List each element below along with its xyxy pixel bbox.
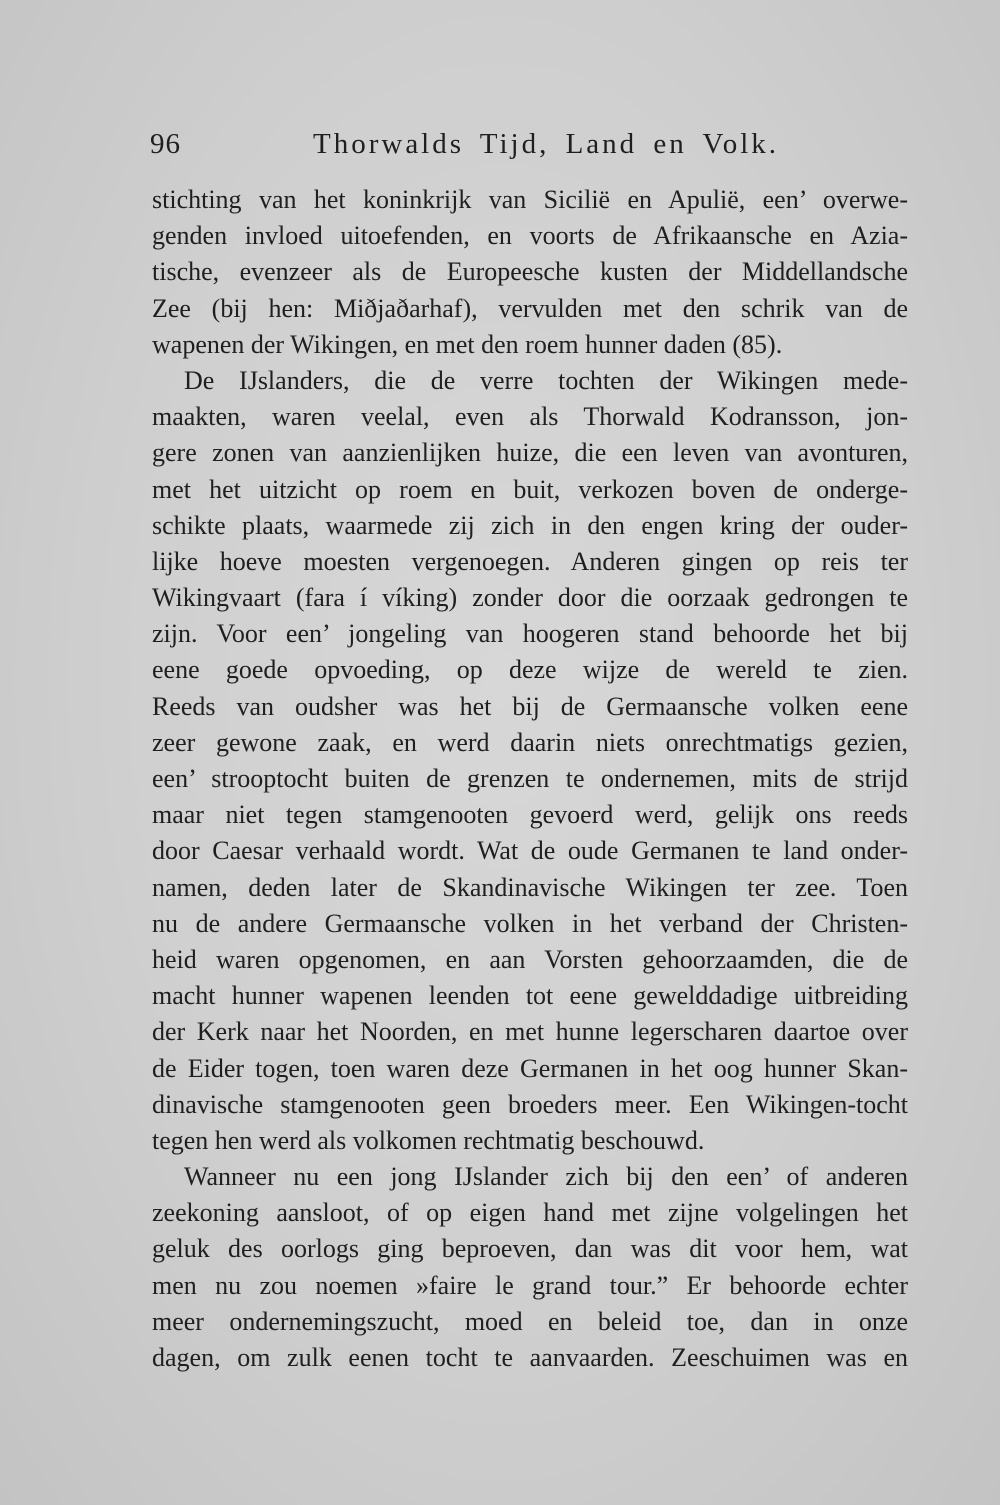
text-line: een’ strooptocht buiten de grenzen te ondernemen, mits de strijd — [152, 764, 908, 793]
text-line: namen, deden later de Skandinavische Wikingen ter zee. Toen — [152, 872, 908, 902]
text-line: Wikingvaart (fara í víking) zonder door die oorzaak gedrongen te — [152, 583, 908, 613]
running-title: Thorwalds Tijd, Land en Volk. — [313, 128, 780, 160]
text-line: door Caesar verhaald wordt. Wat de oude Germanen te land onder- — [152, 836, 908, 866]
text-line: schikte plaats, waarmede zij zich in den engen kring der ouder- — [152, 510, 908, 540]
text-line: zeer gewone zaak, en werd daarin niets onrechtmatigs gezien, — [152, 727, 908, 757]
text-line: lijke hoeve moesten vergenoegen. Anderen gingen op reis ter — [152, 546, 908, 576]
text-line: dagen, om zulk eenen tocht te aanvaarden. Zeeschuimen was en — [152, 1343, 908, 1372]
text-line: met het uitzicht op roem en buit, verkozen boven de onderge- — [152, 474, 908, 504]
text-line: dinavische stamgenooten geen broeders meer. Een Wikingen-tocht — [152, 1089, 908, 1119]
text-line: Zee (bij hen: Miðjaðarhaf), vervulden met den schrik van de — [152, 293, 908, 323]
text-line: meer ondernemingszucht, moed en beleid toe, dan in onze — [152, 1306, 908, 1336]
text-line: der Kerk naar het Noorden, en met hunne legerscharen daartoe over — [152, 1017, 908, 1047]
text-line: maar niet tegen stamgenooten gevoerd werd, gelijk ons reeds — [152, 800, 908, 830]
text-line: zeekoning aansloot, of op eigen hand met zijne volgelingen het — [152, 1198, 908, 1228]
text-line: de Eider togen, toen waren deze Germanen in het oog hunner Skan- — [152, 1053, 908, 1083]
page-number: 96 — [150, 128, 181, 160]
text-line: De IJslanders, die de verre tochten der Wikingen mede- — [184, 365, 908, 395]
text-line: men nu zou noemen »faire le grand tour.” Er behoorde echter — [152, 1270, 908, 1300]
text-line: geluk des oorlogs ging beproeven, dan was dit voor hem, wat — [152, 1234, 908, 1264]
text-line: stichting van het koninkrijk van Sicilië en Apulië, een’ overwe- — [152, 185, 908, 214]
body-text — [152, 182, 908, 1376]
text-line: wapenen der Wikingen, en met den roem hunner daden (85). — [152, 329, 783, 359]
text-line: gere zonen van aanzienlijken huize, die een leven van avonturen, — [152, 438, 908, 468]
text-line: tegen hen werd als volkomen rechtmatig beschouwd. — [152, 1125, 705, 1155]
text-line: eene goede opvoeding, op deze wijze de wereld te zien. — [152, 655, 908, 685]
text-line: Wanneer nu een jong IJslander zich bij den een’ of anderen — [184, 1162, 908, 1192]
text-line: maakten, waren veelal, even als Thorwald Kodransson, jon- — [152, 402, 908, 432]
text-line: Reeds van oudsher was het bij de Germaansche volken eene — [152, 691, 908, 721]
text-line: genden invloed uitoefenden, en voorts de Afrikaansche en Azia- — [152, 221, 908, 251]
text-line: tische, evenzeer als de Europeesche kusten der Middellandsche — [152, 257, 908, 287]
text-line: heid waren opgenomen, en aan Vorsten gehoorzaamden, die de — [152, 944, 908, 974]
text-line: nu de andere Germaansche volken in het verband der Christen- — [152, 908, 908, 938]
text-line: macht hunner wapenen leenden tot eene gewelddadige uitbreiding — [152, 981, 908, 1011]
running-head — [150, 128, 910, 168]
text-line: zijn. Voor een’ jongeling van hoogeren stand behoorde het bij — [152, 619, 908, 649]
